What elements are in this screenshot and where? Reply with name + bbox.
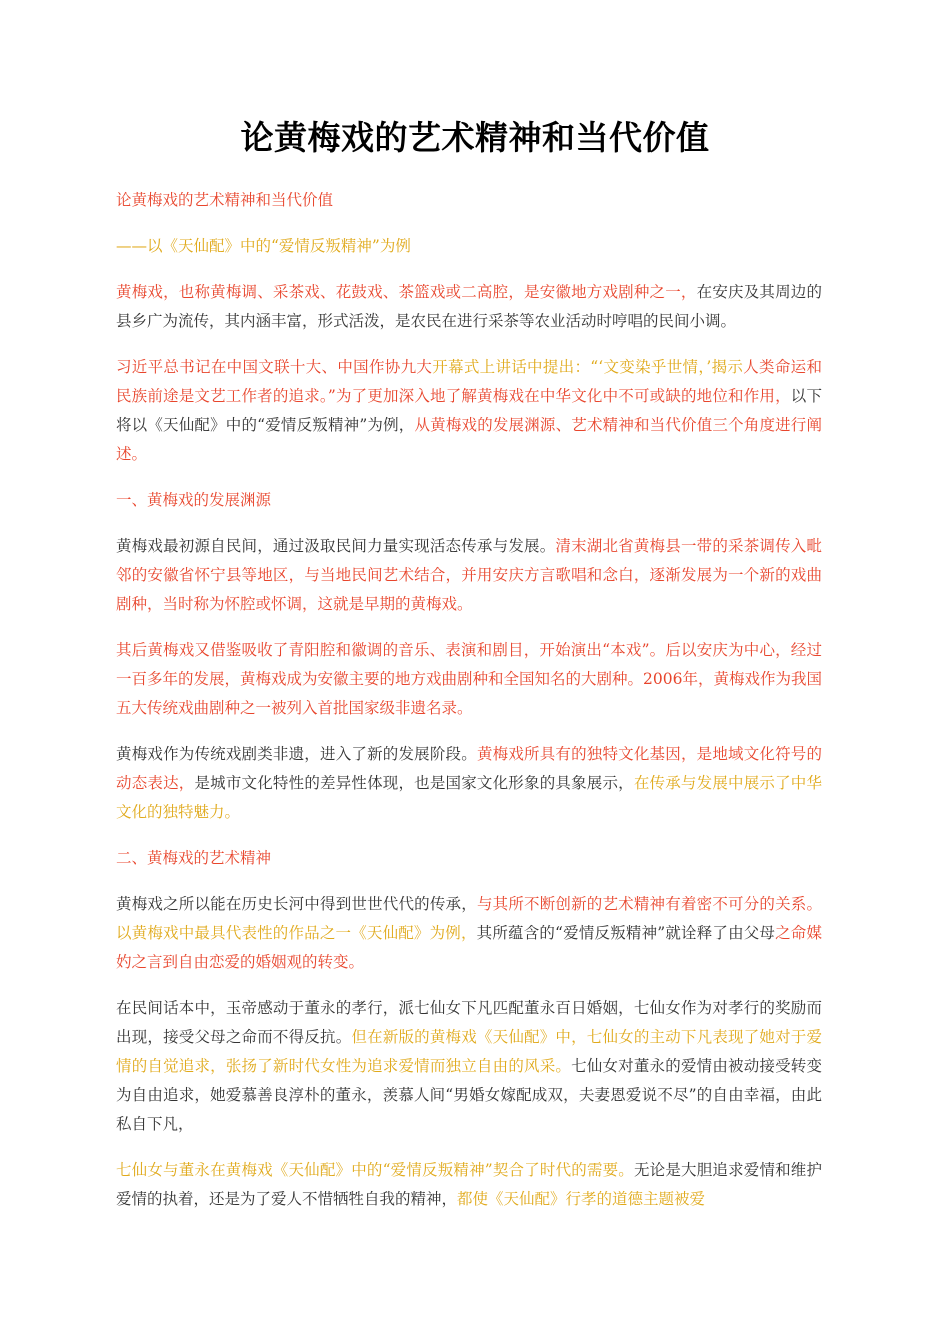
paragraph-origin-1 <box>116 532 822 619</box>
paragraph-xi-quote <box>116 353 822 469</box>
paragraph-intro <box>116 278 822 336</box>
text-segment: 都使《天仙配》行孝的道德主题被爱 <box>457 1190 706 1208</box>
document-title: 论黄梅戏的艺术精神和当代价值 <box>240 118 710 157</box>
text-segment: 从黄梅戏的发展渊源、艺术精神和当代价值三个角度进行阐述。 <box>116 416 822 463</box>
text-segment: 七仙女对董永的爱情由被动接受转变为自由追求，她爱慕善良淳朴的董永，羡慕人间“男婚女嫁配成双，夫妻恩爱说不尽”的自由幸福，由此私自下凡， <box>116 1057 822 1133</box>
text-segment: 论黄梅戏的艺术精神和当代价值 <box>116 191 334 209</box>
text-segment: 黄梅戏之所以能在历史长河中得到世世代代的传承， <box>116 895 477 913</box>
text-segment: 是城市文化特性的差异性体现，也是国家文化形象的具象展示， <box>194 774 634 792</box>
text-segment: 开幕式上讲话中提出：“‘文变染乎世情，’揭示 <box>432 358 744 376</box>
text-segment: 与其所不断创新的艺术精神有着密不可分的关系。 <box>476 895 822 913</box>
text-segment: 七仙女与董永在黄梅戏《天仙配》中的“爱情反叛精神”契合了时代的需要。 <box>116 1161 634 1179</box>
text-segment: 黄梅戏，也称黄梅调、采茶戏、花鼓戏、茶篮戏或二高腔，是安徽地方戏剧种之一， <box>116 283 697 301</box>
text-segment: 人类命运和民族前途是文艺工作者的追求。” <box>116 358 822 405</box>
text-segment: 习近平总书记在中国文联十大、中国作协九大 <box>116 358 433 376</box>
paragraph-origin-3 <box>116 740 822 827</box>
paragraph-subtitle2 <box>116 232 822 261</box>
text-segment: 一、黄梅戏的发展渊源 <box>116 491 272 509</box>
text-segment: ——以《天仙配》中的“爱情反叛精神”为例 <box>116 237 411 255</box>
paragraph-spirit-2 <box>116 994 822 1139</box>
text-segment: 其所蕴含的“爱情反叛精神”就诠释了由父母 <box>476 924 776 942</box>
text-segment: 其后黄梅戏又借鉴吸收了青阳腔和徽调的音乐、表演和剧目，开始演出“本戏”。后以安庆为中心，经过一百多年的发展，黄梅戏成为安徽主要的地方戏曲剧种和全国知名的大剧种。2006年，黄梅戏作为我国五大传统戏曲剧种之一被列入首批国家级非遗名录。 <box>116 641 822 717</box>
paragraph-subtitle <box>116 186 822 215</box>
text-segment: 在安庆及其周边的县乡广为流传，其内涵丰富，形式活泼，是农民在进行采茶等农业活动时哼唱的民间小调。 <box>116 283 822 330</box>
text-segment: 以下将以《天仙配》中的“爱情反叛精神”为例， <box>116 387 822 434</box>
text-segment: 黄梅戏最初源自民间，通过汲取民间力量实现活态传承与发展。 <box>116 537 556 555</box>
text-segment: 二、黄梅戏的艺术精神 <box>116 849 272 867</box>
text-segment: 黄梅戏所具有的独特文化基因，是地域文化符号的动态表达， <box>116 745 822 792</box>
text-segment: 清末湖北省黄梅县一带的采茶调传入毗邻的安徽省怀宁县等地区，与当地民间艺术结合，并用安庆方言歌唱和念白，逐渐发展为一个新的戏曲剧种，当时称为怀腔或怀调，这就是早期的黄梅戏。 <box>116 537 822 613</box>
text-segment: 以黄梅戏中最具代表性的作品之一《天仙配》为例， <box>116 924 477 942</box>
text-segment: 黄梅戏作为传统戏剧类非遗，进入了新的发展阶段。 <box>116 745 477 763</box>
text-segment: 但在新版的黄梅戏《天仙配》中，七仙女的主动下凡表现了她对于爱情的自觉追求，张扬了新时代女性为追求爱情而独立自由的风采。 <box>116 1028 822 1075</box>
paragraph-section2-heading <box>116 844 822 873</box>
paragraph-section1-heading <box>116 486 822 515</box>
paragraph-spirit-1 <box>116 890 822 977</box>
text-segment: 在民间话本中，玉帝感动于董永的孝行，派七仙女下凡匹配董永百日婚姻，七仙女作为对孝行的奖励而出现，接受父母之命而不得反抗。 <box>116 999 822 1046</box>
document-body <box>116 186 822 1231</box>
paragraph-origin-2 <box>116 636 822 723</box>
text-segment: 之命媒妁之言到自由恋爱的婚姻观的转变。 <box>116 924 822 971</box>
paragraph-spirit-3 <box>116 1156 822 1214</box>
text-segment: 无论是大胆追求爱情和维护爱情的执着，还是为了爱人不惜牺牲自我的精神， <box>116 1161 822 1208</box>
text-segment: 在传承与发展中展示了中华文化的独特魅力。 <box>116 774 822 821</box>
text-segment: 为了更加深入地了解黄梅戏在中华文化中不可或缺的地位和作用， <box>335 387 791 405</box>
